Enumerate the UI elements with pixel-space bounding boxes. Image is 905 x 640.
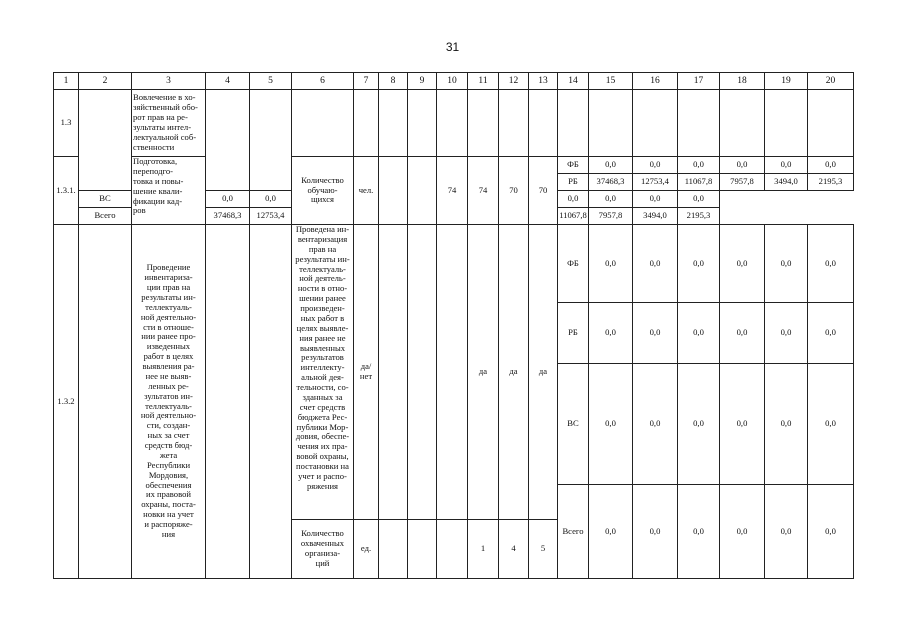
funding-source: ФБ [558, 157, 589, 174]
header-row [54, 73, 854, 90]
funding-value: 0,0 [589, 303, 633, 364]
value-col12: 4 [499, 520, 529, 579]
column-header: 17 [678, 73, 720, 90]
funding-value: 0,0 [633, 191, 678, 208]
table-row [54, 90, 854, 157]
value-col11: да [468, 225, 499, 520]
funding-value: 3494,0 [765, 174, 808, 191]
unit: ед. [354, 520, 379, 579]
row-title: Вовлечение в хо- зяйственный обо- рот прав на ре- зультаты интел- лектуальной соб- ственности [132, 90, 206, 157]
funding-value: 0,0 [206, 191, 250, 208]
column-header: 5 [250, 73, 292, 90]
row-number: 1.3 [54, 90, 79, 157]
value-col12: 70 [499, 157, 529, 225]
table-row [54, 157, 854, 174]
cell-empty [765, 90, 808, 157]
funding-value: 0,0 [720, 485, 765, 579]
funding-value: 0,0 [720, 157, 765, 174]
cell-empty [529, 90, 558, 157]
cell-empty [678, 90, 720, 157]
column-header: 14 [558, 73, 589, 90]
funding-value: 11067,8 [678, 174, 720, 191]
funding-value: 0,0 [633, 303, 678, 364]
cell-col5 [250, 90, 292, 191]
cell-empty [379, 225, 408, 520]
funding-value: 11067,8 [558, 208, 589, 225]
funding-value: 0,0 [808, 157, 854, 174]
funding-value: 0,0 [589, 225, 633, 303]
funding-value: 0,0 [589, 191, 633, 208]
column-header: 19 [765, 73, 808, 90]
value-col13: 5 [529, 520, 558, 579]
funding-source: ВС [79, 191, 132, 208]
funding-value: 0,0 [678, 157, 720, 174]
funding-value: 0,0 [720, 225, 765, 303]
cell-col4 [206, 225, 250, 579]
column-header: 4 [206, 73, 250, 90]
funding-value: 0,0 [678, 191, 720, 208]
cell-empty [408, 90, 437, 157]
column-header: 16 [633, 73, 678, 90]
unit: да/ нет [354, 225, 379, 520]
funding-value: 0,0 [808, 225, 854, 303]
column-header: 9 [408, 73, 437, 90]
value-col13: 70 [529, 157, 558, 225]
indicator: Количество охваченных организа- ций [292, 520, 354, 579]
column-header: 15 [589, 73, 633, 90]
cell-empty [379, 520, 408, 579]
cell-empty [354, 90, 379, 157]
funding-value: 0,0 [720, 303, 765, 364]
column-header: 18 [720, 73, 765, 90]
funding-value: 12753,4 [633, 174, 678, 191]
table-row [54, 225, 854, 303]
cell-empty [408, 520, 437, 579]
funding-source: Всего [79, 208, 132, 225]
funding-value: 0,0 [633, 485, 678, 579]
cell-empty [437, 225, 468, 520]
funding-value: 7957,8 [720, 174, 765, 191]
funding-value: 3494,0 [633, 208, 678, 225]
funding-value: 37468,3 [589, 174, 633, 191]
funding-value: 0,0 [678, 225, 720, 303]
funding-value: 0,0 [589, 157, 633, 174]
value-col13: да [529, 225, 558, 520]
row-title: Проведение инвентариза- ции прав на результаты ин- теллектуаль- ной деятельно- сти в отноше- нии ранее про- изведенных работ в целях выявления ра- нее не выяв- ленных ре- зультатов ин- теллектуаль- ной деятельно- сти, создан- ных за счет средств бюд- жета Республики Мордовия, обеспечения их правовой охраны, поста- новки на учет и распоряже- ния [132, 225, 206, 579]
cell-empty [558, 90, 589, 157]
indicator: Проведена ин- вентаризация прав на результаты ин- теллектуаль- ной деятель- ности в отно- шении ранее произведен- ных работ в целях выявле- ния ранее не выявленных результатов интеллекту- альной дея- тельности, со- зданных за счет средств бюджета Рес- публики Мор- довия, обеспе- чения их пра- вовой охраны, постановки на учет и распо- ряжения [292, 225, 354, 520]
cell-empty [589, 90, 633, 157]
column-header: 10 [437, 73, 468, 90]
value-col11: 74 [468, 157, 499, 225]
cell-empty [633, 90, 678, 157]
cell-empty [808, 90, 854, 157]
cell-empty [379, 157, 408, 225]
column-header: 8 [379, 73, 408, 90]
cell-empty [499, 90, 529, 157]
cell-empty [720, 90, 765, 157]
cell-empty [408, 225, 437, 520]
funding-value: 0,0 [589, 364, 633, 485]
funding-value: 0,0 [678, 303, 720, 364]
program-table [53, 72, 854, 579]
column-header: 3 [132, 73, 206, 90]
funding-value: 37468,3 [206, 208, 250, 225]
funding-value: 0,0 [808, 303, 854, 364]
page-number: 31 [445, 40, 460, 54]
column-header: 1 [54, 73, 79, 90]
funding-source: ВС [558, 364, 589, 485]
cell-col5 [250, 225, 292, 579]
funding-value: 0,0 [250, 191, 292, 208]
funding-source: Всего [558, 485, 589, 579]
funding-value: 0,0 [678, 485, 720, 579]
column-header: 6 [292, 73, 354, 90]
cell-empty [408, 157, 437, 225]
funding-value: 0,0 [720, 364, 765, 485]
funding-source: РБ [558, 303, 589, 364]
funding-value: 0,0 [633, 364, 678, 485]
funding-source: РБ [558, 174, 589, 191]
funding-value: 0,0 [808, 485, 854, 579]
funding-value: 2195,3 [678, 208, 720, 225]
cell-empty [437, 90, 468, 157]
funding-value: 0,0 [765, 157, 808, 174]
column-header: 11 [468, 73, 499, 90]
cell-col2 [79, 225, 132, 579]
column-header: 13 [529, 73, 558, 90]
funding-value: 0,0 [765, 485, 808, 579]
funding-value: 0,0 [633, 157, 678, 174]
funding-value: 2195,3 [808, 174, 854, 191]
column-header: 12 [499, 73, 529, 90]
cell-empty [379, 90, 408, 157]
value-col12: да [499, 225, 529, 520]
funding-value: 7957,8 [589, 208, 633, 225]
unit: чел. [354, 157, 379, 225]
funding-value: 0,0 [765, 225, 808, 303]
funding-value: 0,0 [633, 225, 678, 303]
funding-source: ФБ [558, 225, 589, 303]
funding-value: 0,0 [678, 364, 720, 485]
cell-col4 [206, 90, 250, 191]
funding-value: 0,0 [558, 191, 589, 208]
value-col10: 74 [437, 157, 468, 225]
cell-empty [292, 90, 354, 157]
column-header: 2 [79, 73, 132, 90]
cell-col2 [79, 90, 132, 191]
funding-value: 0,0 [765, 303, 808, 364]
funding-value: 0,0 [765, 364, 808, 485]
row-number: 1.3.1. [54, 157, 79, 225]
funding-value: 0,0 [808, 364, 854, 485]
column-header: 7 [354, 73, 379, 90]
row-title: Подготовка, переподго- товка и повы- шение квали- фикации кад- ров [132, 157, 206, 225]
cell-empty [437, 520, 468, 579]
funding-value: 12753,4 [250, 208, 292, 225]
value-col11: 1 [468, 520, 499, 579]
funding-value: 0,0 [589, 485, 633, 579]
cell-empty [468, 90, 499, 157]
row-number: 1.3.2 [54, 225, 79, 579]
column-header: 20 [808, 73, 854, 90]
indicator: Количество обучаю- щихся [292, 157, 354, 225]
